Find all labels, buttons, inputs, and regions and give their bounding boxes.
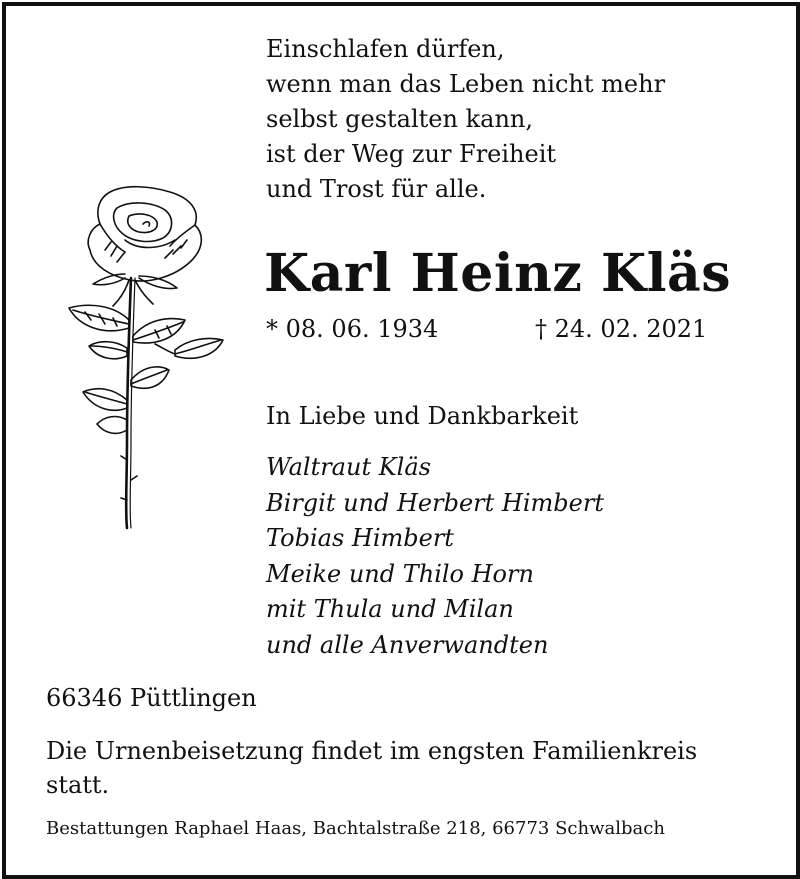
poem-line: selbst gestalten kann, (266, 105, 533, 133)
mourners-list (266, 450, 604, 664)
undertaker-info: Bestattungen Raphael Haas, Bachtalstraße 218, 66773 Schwalbach (46, 818, 665, 839)
poem-line: wenn man das Leben nicht mehr (266, 70, 666, 98)
birth-date: * 08. 06. 1934 (266, 315, 439, 343)
mourner-line: Meike und Thilo Horn (266, 559, 534, 588)
mourner-line: Tobias Himbert (266, 524, 454, 553)
poem-line: und Trost für alle. (266, 175, 487, 203)
burial-notice: Die Urnenbeisetzung findet im engsten Familienkreis statt. (46, 737, 698, 799)
death-date: † 24. 02. 2021 (535, 315, 708, 343)
rose-drawing-icon (55, 180, 230, 535)
deceased-name: Karl Heinz Kläs (264, 243, 731, 304)
poem (266, 32, 665, 207)
mourner-line: Waltraut Kläs (266, 453, 431, 481)
thanks-line: In Liebe und Dankbarkeit (266, 402, 579, 430)
mourner-line: mit Thula und Milan (266, 595, 514, 624)
poem-line: Einschlafen dürfen, (266, 35, 505, 63)
mourner-line: Birgit und Herbert Himbert (266, 488, 604, 517)
place: 66346 Püttlingen (46, 684, 257, 712)
mourner-line: und alle Anverwandten (266, 630, 549, 659)
poem-line: ist der Weg zur Freiheit (266, 140, 557, 168)
